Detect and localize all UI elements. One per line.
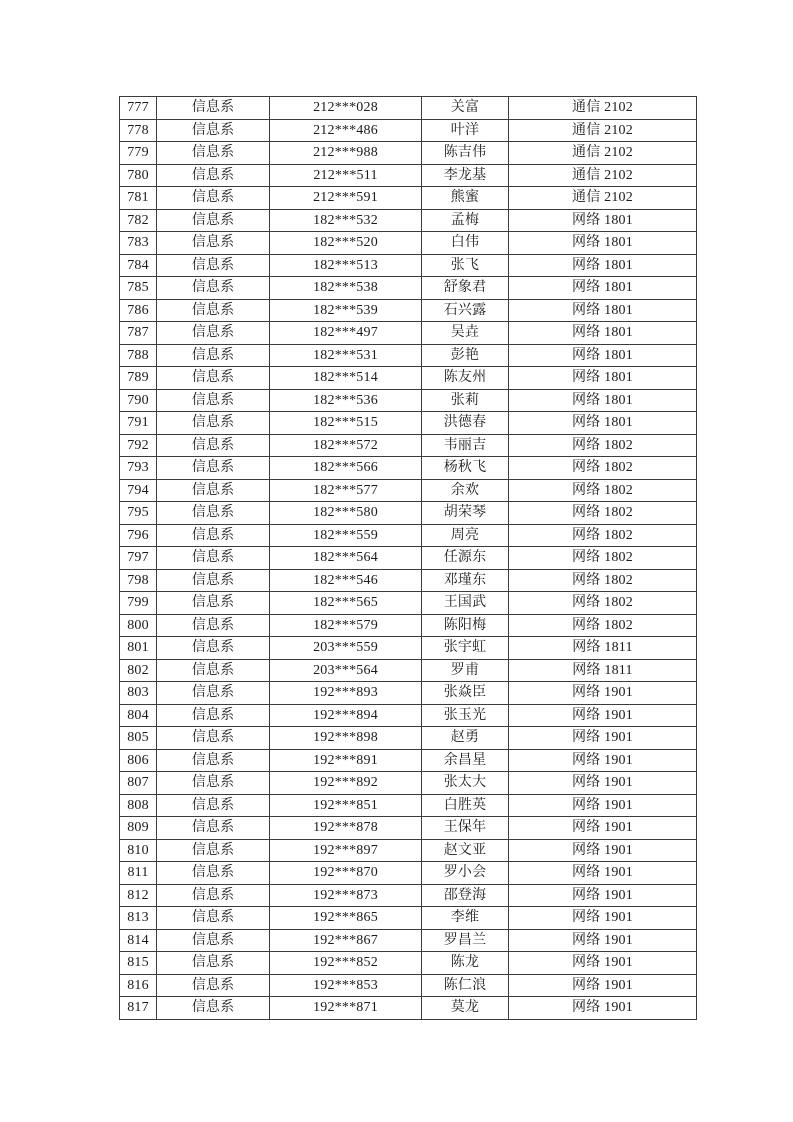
- cell-student_id: 203***564: [270, 659, 422, 682]
- table-row: [120, 997, 697, 1020]
- cell-no: 811: [120, 862, 157, 885]
- table-row: [120, 569, 697, 592]
- cell-student_id: 182***531: [270, 344, 422, 367]
- cell-department: 信息系: [157, 434, 270, 457]
- cell-student_id: 182***579: [270, 614, 422, 637]
- cell-department: 信息系: [157, 299, 270, 322]
- cell-name: 舒象君: [422, 277, 509, 300]
- cell-department: 信息系: [157, 187, 270, 210]
- cell-department: 信息系: [157, 322, 270, 345]
- cell-department: 信息系: [157, 907, 270, 930]
- table-row: [120, 232, 697, 255]
- student-roster-table: [119, 96, 697, 1020]
- cell-class: 网络 1901: [509, 817, 697, 840]
- cell-department: 信息系: [157, 704, 270, 727]
- table-row: [120, 637, 697, 660]
- table-row: [120, 727, 697, 750]
- cell-class: 网络 1901: [509, 749, 697, 772]
- table-row: [120, 97, 697, 120]
- cell-student_id: 212***591: [270, 187, 422, 210]
- cell-class: 网络 1801: [509, 299, 697, 322]
- cell-student_id: 203***559: [270, 637, 422, 660]
- cell-class: 网络 1901: [509, 727, 697, 750]
- cell-name: 陈仁浪: [422, 974, 509, 997]
- table-row: [120, 412, 697, 435]
- cell-class: 网络 1802: [509, 569, 697, 592]
- table-row: [120, 547, 697, 570]
- roster-body: [120, 97, 697, 1020]
- cell-name: 邵登海: [422, 884, 509, 907]
- cell-no: 807: [120, 772, 157, 795]
- cell-name: 韦丽吉: [422, 434, 509, 457]
- cell-name: 熊蜜: [422, 187, 509, 210]
- cell-student_id: 212***988: [270, 142, 422, 165]
- cell-no: 782: [120, 209, 157, 232]
- cell-department: 信息系: [157, 232, 270, 255]
- cell-student_id: 192***870: [270, 862, 422, 885]
- cell-name: 周亮: [422, 524, 509, 547]
- cell-name: 白胜英: [422, 794, 509, 817]
- cell-class: 通信 2102: [509, 97, 697, 120]
- cell-no: 787: [120, 322, 157, 345]
- table-row: [120, 479, 697, 502]
- cell-no: 783: [120, 232, 157, 255]
- cell-department: 信息系: [157, 277, 270, 300]
- cell-name: 陈友州: [422, 367, 509, 390]
- cell-student_id: 192***871: [270, 997, 422, 1020]
- table-row: [120, 254, 697, 277]
- cell-student_id: 192***892: [270, 772, 422, 795]
- cell-student_id: 192***867: [270, 929, 422, 952]
- cell-no: 794: [120, 479, 157, 502]
- table-row: [120, 952, 697, 975]
- cell-department: 信息系: [157, 569, 270, 592]
- cell-name: 罗小会: [422, 862, 509, 885]
- cell-department: 信息系: [157, 524, 270, 547]
- cell-department: 信息系: [157, 772, 270, 795]
- table-row: [120, 502, 697, 525]
- cell-no: 799: [120, 592, 157, 615]
- cell-name: 洪德春: [422, 412, 509, 435]
- cell-name: 莫龙: [422, 997, 509, 1020]
- cell-department: 信息系: [157, 997, 270, 1020]
- table-row: [120, 592, 697, 615]
- cell-student_id: 182***559: [270, 524, 422, 547]
- cell-name: 陈吉伟: [422, 142, 509, 165]
- cell-no: 797: [120, 547, 157, 570]
- cell-student_id: 182***515: [270, 412, 422, 435]
- cell-name: 张宇虹: [422, 637, 509, 660]
- table-row: [120, 794, 697, 817]
- cell-department: 信息系: [157, 344, 270, 367]
- cell-student_id: 192***898: [270, 727, 422, 750]
- cell-name: 罗昌兰: [422, 929, 509, 952]
- cell-department: 信息系: [157, 142, 270, 165]
- cell-name: 王国武: [422, 592, 509, 615]
- cell-department: 信息系: [157, 974, 270, 997]
- cell-student_id: 182***532: [270, 209, 422, 232]
- cell-name: 张飞: [422, 254, 509, 277]
- cell-student_id: 192***851: [270, 794, 422, 817]
- cell-department: 信息系: [157, 817, 270, 840]
- table-row: [120, 299, 697, 322]
- cell-student_id: 182***536: [270, 389, 422, 412]
- cell-department: 信息系: [157, 209, 270, 232]
- cell-department: 信息系: [157, 637, 270, 660]
- cell-class: 网络 1901: [509, 907, 697, 930]
- cell-department: 信息系: [157, 412, 270, 435]
- cell-name: 赵文亚: [422, 839, 509, 862]
- cell-department: 信息系: [157, 727, 270, 750]
- cell-no: 781: [120, 187, 157, 210]
- cell-student_id: 182***538: [270, 277, 422, 300]
- cell-no: 813: [120, 907, 157, 930]
- cell-class: 网络 1801: [509, 322, 697, 345]
- cell-no: 795: [120, 502, 157, 525]
- cell-department: 信息系: [157, 97, 270, 120]
- cell-department: 信息系: [157, 367, 270, 390]
- cell-department: 信息系: [157, 389, 270, 412]
- cell-no: 808: [120, 794, 157, 817]
- cell-student_id: 182***546: [270, 569, 422, 592]
- cell-student_id: 182***497: [270, 322, 422, 345]
- table-row: [120, 389, 697, 412]
- cell-name: 彭艳: [422, 344, 509, 367]
- cell-no: 784: [120, 254, 157, 277]
- cell-student_id: 182***566: [270, 457, 422, 480]
- cell-department: 信息系: [157, 682, 270, 705]
- cell-class: 网络 1802: [509, 524, 697, 547]
- table-row: [120, 974, 697, 997]
- cell-student_id: 182***572: [270, 434, 422, 457]
- cell-class: 网络 1802: [509, 479, 697, 502]
- cell-department: 信息系: [157, 659, 270, 682]
- cell-no: 789: [120, 367, 157, 390]
- table-row: [120, 907, 697, 930]
- table-row: [120, 929, 697, 952]
- cell-name: 罗甫: [422, 659, 509, 682]
- cell-no: 814: [120, 929, 157, 952]
- cell-department: 信息系: [157, 862, 270, 885]
- cell-student_id: 192***865: [270, 907, 422, 930]
- cell-no: 796: [120, 524, 157, 547]
- cell-class: 通信 2102: [509, 164, 697, 187]
- table-row: [120, 434, 697, 457]
- cell-no: 780: [120, 164, 157, 187]
- table-row: [120, 862, 697, 885]
- cell-department: 信息系: [157, 119, 270, 142]
- cell-student_id: 192***893: [270, 682, 422, 705]
- cell-no: 806: [120, 749, 157, 772]
- cell-class: 网络 1901: [509, 772, 697, 795]
- cell-name: 邓瑾东: [422, 569, 509, 592]
- table-row: [120, 614, 697, 637]
- table-row: [120, 277, 697, 300]
- cell-student_id: 182***580: [270, 502, 422, 525]
- cell-no: 815: [120, 952, 157, 975]
- cell-no: 785: [120, 277, 157, 300]
- cell-student_id: 212***511: [270, 164, 422, 187]
- cell-no: 791: [120, 412, 157, 435]
- cell-department: 信息系: [157, 614, 270, 637]
- cell-student_id: 182***520: [270, 232, 422, 255]
- table-row: [120, 367, 697, 390]
- cell-class: 网络 1901: [509, 884, 697, 907]
- table-row: [120, 457, 697, 480]
- cell-class: 网络 1901: [509, 862, 697, 885]
- cell-class: 网络 1802: [509, 457, 697, 480]
- table-row: [120, 772, 697, 795]
- cell-no: 778: [120, 119, 157, 142]
- cell-name: 陈龙: [422, 952, 509, 975]
- cell-no: 817: [120, 997, 157, 1020]
- cell-name: 张太大: [422, 772, 509, 795]
- cell-no: 801: [120, 637, 157, 660]
- table-row: [120, 659, 697, 682]
- cell-class: 网络 1901: [509, 974, 697, 997]
- cell-student_id: 192***894: [270, 704, 422, 727]
- cell-no: 777: [120, 97, 157, 120]
- cell-class: 网络 1901: [509, 929, 697, 952]
- cell-student_id: 182***514: [270, 367, 422, 390]
- cell-no: 803: [120, 682, 157, 705]
- table-row: [120, 209, 697, 232]
- cell-no: 812: [120, 884, 157, 907]
- cell-class: 网络 1811: [509, 637, 697, 660]
- cell-no: 779: [120, 142, 157, 165]
- cell-class: 通信 2102: [509, 142, 697, 165]
- cell-class: 网络 1801: [509, 209, 697, 232]
- cell-student_id: 182***577: [270, 479, 422, 502]
- cell-class: 网络 1801: [509, 277, 697, 300]
- cell-name: 余昌星: [422, 749, 509, 772]
- cell-department: 信息系: [157, 929, 270, 952]
- cell-class: 网络 1901: [509, 839, 697, 862]
- cell-student_id: 192***873: [270, 884, 422, 907]
- cell-department: 信息系: [157, 592, 270, 615]
- cell-department: 信息系: [157, 839, 270, 862]
- cell-no: 790: [120, 389, 157, 412]
- cell-no: 805: [120, 727, 157, 750]
- cell-student_id: 212***486: [270, 119, 422, 142]
- cell-department: 信息系: [157, 749, 270, 772]
- cell-class: 网络 1901: [509, 997, 697, 1020]
- cell-name: 吴垚: [422, 322, 509, 345]
- cell-name: 陈阳梅: [422, 614, 509, 637]
- cell-class: 通信 2102: [509, 119, 697, 142]
- cell-class: 网络 1801: [509, 412, 697, 435]
- cell-no: 804: [120, 704, 157, 727]
- cell-class: 网络 1901: [509, 704, 697, 727]
- cell-class: 网络 1801: [509, 344, 697, 367]
- cell-name: 白伟: [422, 232, 509, 255]
- cell-department: 信息系: [157, 952, 270, 975]
- cell-department: 信息系: [157, 479, 270, 502]
- cell-name: 张焱臣: [422, 682, 509, 705]
- cell-student_id: 182***513: [270, 254, 422, 277]
- cell-class: 网络 1802: [509, 547, 697, 570]
- cell-department: 信息系: [157, 254, 270, 277]
- table-row: [120, 817, 697, 840]
- cell-department: 信息系: [157, 547, 270, 570]
- cell-name: 孟梅: [422, 209, 509, 232]
- cell-class: 通信 2102: [509, 187, 697, 210]
- cell-class: 网络 1901: [509, 952, 697, 975]
- cell-class: 网络 1811: [509, 659, 697, 682]
- cell-name: 余欢: [422, 479, 509, 502]
- cell-no: 788: [120, 344, 157, 367]
- cell-no: 809: [120, 817, 157, 840]
- cell-department: 信息系: [157, 457, 270, 480]
- table-row: [120, 119, 697, 142]
- cell-class: 网络 1801: [509, 254, 697, 277]
- cell-student_id: 192***878: [270, 817, 422, 840]
- cell-name: 叶洋: [422, 119, 509, 142]
- cell-no: 786: [120, 299, 157, 322]
- cell-student_id: 192***853: [270, 974, 422, 997]
- cell-no: 810: [120, 839, 157, 862]
- cell-name: 张玉光: [422, 704, 509, 727]
- cell-student_id: 182***564: [270, 547, 422, 570]
- cell-name: 杨秋飞: [422, 457, 509, 480]
- cell-student_id: 182***565: [270, 592, 422, 615]
- cell-no: 802: [120, 659, 157, 682]
- cell-no: 798: [120, 569, 157, 592]
- table-row: [120, 142, 697, 165]
- table-row: [120, 884, 697, 907]
- cell-name: 王保年: [422, 817, 509, 840]
- cell-name: 张莉: [422, 389, 509, 412]
- cell-class: 网络 1802: [509, 614, 697, 637]
- cell-class: 网络 1802: [509, 592, 697, 615]
- cell-class: 网络 1801: [509, 367, 697, 390]
- table-row: [120, 704, 697, 727]
- table-row: [120, 322, 697, 345]
- cell-no: 800: [120, 614, 157, 637]
- cell-name: 胡荣琴: [422, 502, 509, 525]
- table-row: [120, 187, 697, 210]
- table-row: [120, 344, 697, 367]
- cell-no: 792: [120, 434, 157, 457]
- table-row: [120, 682, 697, 705]
- cell-student_id: 192***891: [270, 749, 422, 772]
- cell-name: 任源东: [422, 547, 509, 570]
- table-row: [120, 524, 697, 547]
- cell-student_id: 212***028: [270, 97, 422, 120]
- cell-student_id: 192***897: [270, 839, 422, 862]
- table-row: [120, 839, 697, 862]
- cell-class: 网络 1801: [509, 232, 697, 255]
- cell-name: 石兴露: [422, 299, 509, 322]
- cell-class: 网络 1801: [509, 389, 697, 412]
- cell-no: 816: [120, 974, 157, 997]
- cell-class: 网络 1901: [509, 794, 697, 817]
- cell-student_id: 182***539: [270, 299, 422, 322]
- cell-department: 信息系: [157, 502, 270, 525]
- table-row: [120, 164, 697, 187]
- cell-class: 网络 1802: [509, 502, 697, 525]
- cell-class: 网络 1802: [509, 434, 697, 457]
- cell-name: 李维: [422, 907, 509, 930]
- cell-name: 赵勇: [422, 727, 509, 750]
- cell-name: 李龙基: [422, 164, 509, 187]
- cell-name: 关富: [422, 97, 509, 120]
- cell-student_id: 192***852: [270, 952, 422, 975]
- cell-class: 网络 1901: [509, 682, 697, 705]
- cell-department: 信息系: [157, 884, 270, 907]
- cell-no: 793: [120, 457, 157, 480]
- table-row: [120, 749, 697, 772]
- cell-department: 信息系: [157, 794, 270, 817]
- cell-department: 信息系: [157, 164, 270, 187]
